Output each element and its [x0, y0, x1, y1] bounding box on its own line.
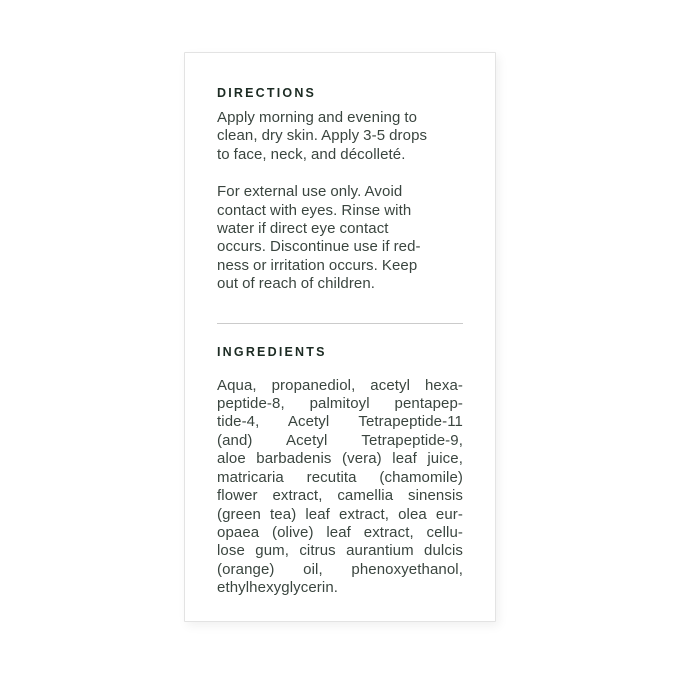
text-line: water if direct eye contact — [217, 220, 389, 238]
ingredients-heading: INGREDIENTS — [217, 344, 327, 359]
text-line: to face, neck, and décolleté. — [217, 145, 406, 163]
directions-usage-paragraph — [217, 109, 463, 164]
text-line: flower extract, camellia sinensis — [217, 487, 463, 505]
text-line: out of reach of children. — [217, 275, 376, 293]
text-line: ness or irritation occurs. Keep — [217, 256, 418, 274]
text-line: aloe barbadenis (vera) leaf juice, — [217, 450, 463, 468]
text-line: ethylhexyglycerin. — [217, 579, 339, 597]
text-line: (orange) oil, phenoxyethanol, — [217, 560, 463, 578]
text-line: clean, dry skin. Apply 3-5 drops — [217, 127, 428, 145]
text-line: For external use only. Avoid — [217, 183, 403, 201]
text-line: Apply morning and evening to — [217, 109, 418, 126]
text-line: peptide-8, palmitoyl pentapep- — [217, 395, 463, 413]
ingredients-list-paragraph — [217, 377, 463, 598]
text-line: (green tea) leaf extract, olea eur- — [217, 505, 463, 523]
directions-heading: DIRECTIONS — [217, 86, 317, 100]
text-line: contact with eyes. Rinse with — [217, 201, 412, 219]
text-line: matricaria recutita (chamomile) — [217, 468, 463, 486]
text-line: (and) Acetyl Tetrapeptide-9, — [217, 431, 463, 449]
section-divider — [217, 323, 463, 324]
text-line: Aqua, propanediol, acetyl hexa- — [217, 376, 463, 394]
text-line: opaea (olive) leaf extract, cellu- — [217, 523, 463, 541]
text-line: lose gum, citrus aurantium dulcis — [217, 542, 463, 560]
product-label-card — [184, 52, 496, 622]
label-content — [185, 53, 495, 598]
directions-warning-paragraph — [217, 183, 463, 293]
text-line: tide-4, Acetyl Tetrapeptide-11 — [217, 413, 463, 431]
text-line: occurs. Discontinue use if red- — [217, 238, 421, 256]
